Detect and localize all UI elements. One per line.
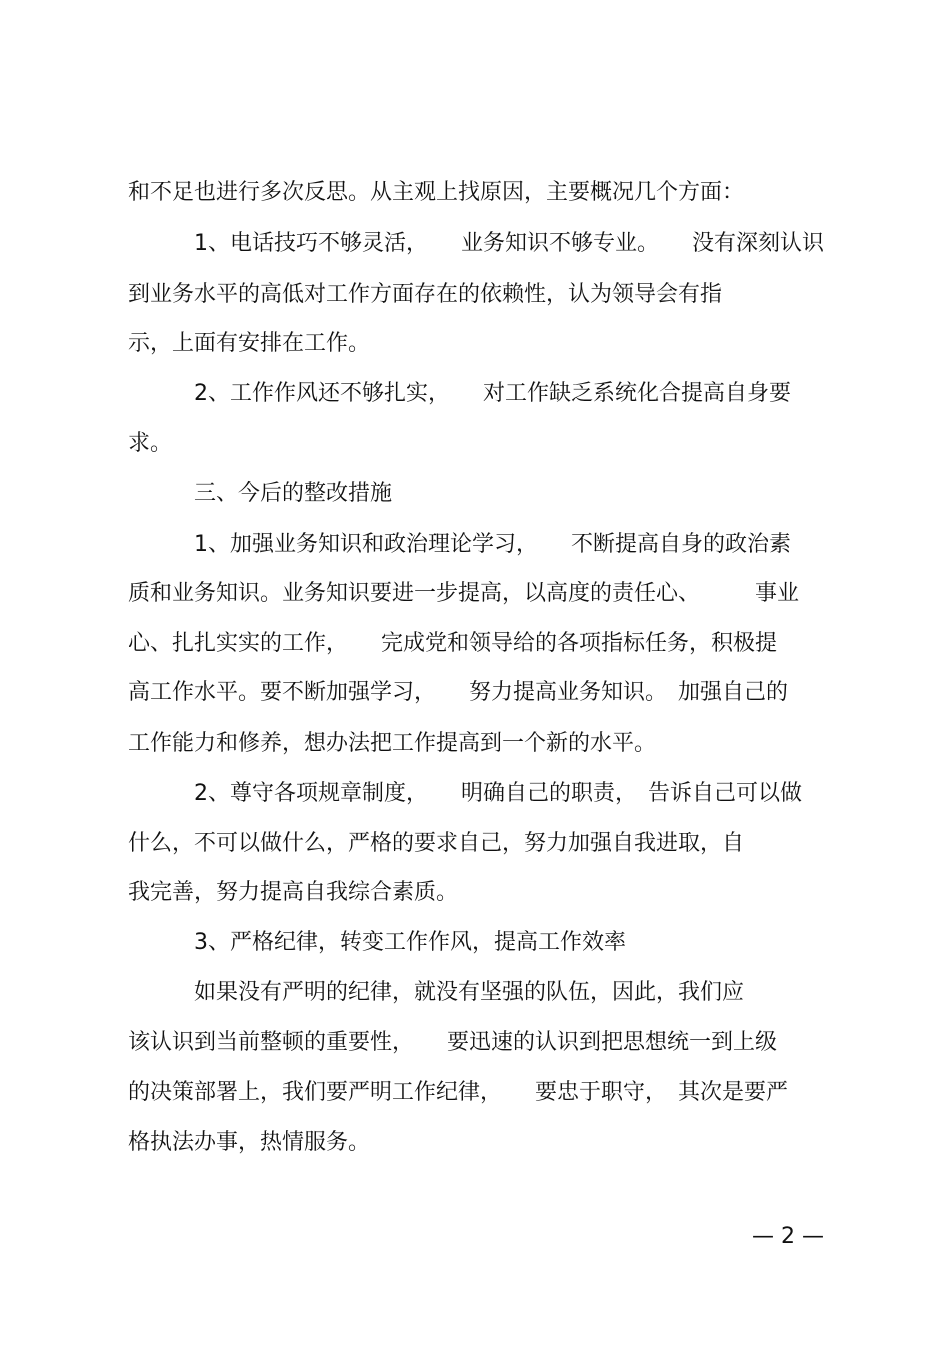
- body-text-line: 1、电话技巧不够灵活， 业务知识不够专业。 没有深刻认识: [194, 231, 824, 256]
- body-text-line: 和不足也进行多次反思。从主观上找原因，主要概况几个方面：: [128, 180, 745, 205]
- body-text-line: 什么，不可以做什么，严格的要求自己，努力加强自我进取，自: [128, 831, 745, 856]
- body-text-line: 2、工作作风还不够扎实， 对工作缺乏系统化合提高自身要: [194, 381, 791, 406]
- body-text-line: 格执法办事，热情服务。: [128, 1130, 371, 1155]
- body-text-line: 心、扎扎实实的工作， 完成党和领导给的各项指标任务，积极提: [128, 631, 778, 656]
- body-text-line: 到业务水平的高低对工作方面存在的依赖性，认为领导会有指: [128, 282, 723, 307]
- body-text-line: 求。: [128, 431, 173, 456]
- body-text-line: 2、尊守各项规章制度， 明确自己的职责， 告诉自己可以做: [194, 781, 802, 806]
- body-text-line: 质和业务知识。业务知识要进一步提高，以高度的责任心、 事业: [128, 581, 800, 606]
- body-text-line: 1、加强业务知识和政治理论学习， 不断提高自身的政治素: [194, 532, 791, 557]
- body-text-line: 如果没有严明的纪律，就没有坚强的队伍，因此，我们应: [194, 980, 745, 1005]
- body-text-line: 3、严格纪律，转变工作作风，提高工作效率: [194, 930, 626, 955]
- body-text-line: 的决策部署上，我们要严明工作纪律， 要忠于职守， 其次是要严: [128, 1080, 789, 1105]
- body-text-line: 示，上面有安排在工作。: [128, 331, 371, 356]
- body-text-line: 我完善，努力提高自我综合素质。: [128, 880, 459, 905]
- body-text-line: 该认识到当前整顿的重要性， 要迅速的认识到把思想统一到上级: [128, 1030, 778, 1055]
- body-text-line: 工作能力和修养，想办法把工作提高到一个新的水平。: [128, 731, 657, 756]
- page-number: — 2 —: [752, 1224, 824, 1249]
- section-heading: 三、今后的整改措施: [194, 481, 393, 506]
- body-text-line: 高工作水平。要不断加强学习， 努力提高业务知识。 加强自己的: [128, 680, 789, 705]
